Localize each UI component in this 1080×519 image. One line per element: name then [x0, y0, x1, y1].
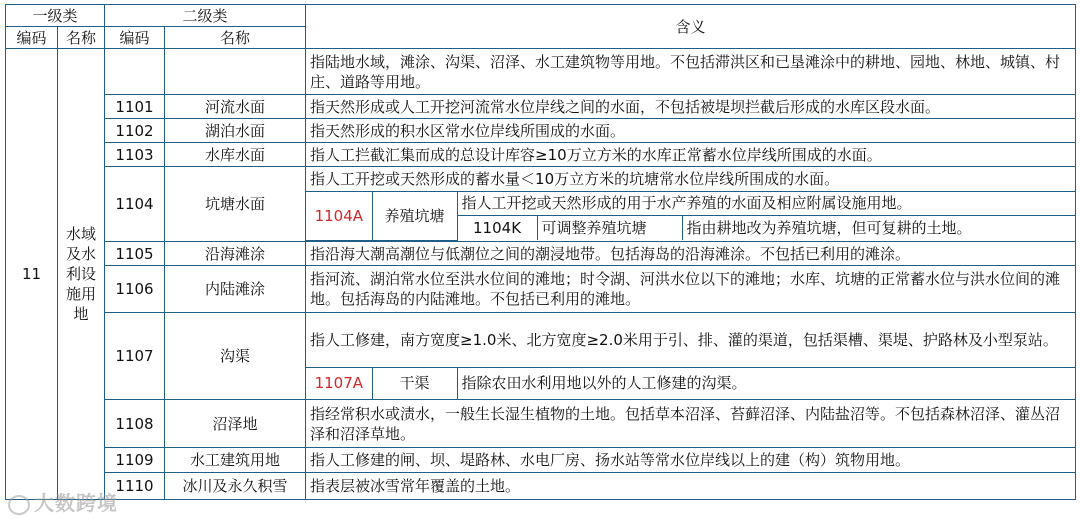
- header-name-2: 名称: [165, 27, 306, 49]
- header-code-1: 编码: [6, 27, 58, 49]
- category-code: 11: [6, 49, 58, 500]
- row-code: 1102: [105, 119, 165, 143]
- row-description: 指人工拦截汇集而成的总设计库容≥10万立方米的水库正常蓄水位岸线所围成的水面。: [306, 143, 1076, 167]
- row-name: 冰川及永久积雪: [165, 473, 306, 500]
- row-name: 水库水面: [165, 143, 306, 167]
- table-row: [6, 167, 1076, 242]
- row-name: 湖泊水面: [165, 119, 306, 143]
- row-description: 指人工修建，南方宽度≥1.0米、北方宽度≥2.0米用于引、排、灌的渠道，包括渠槽、渠堤、护路林及小型泵站。: [306, 313, 1075, 367]
- sub-name: 干渠: [372, 367, 457, 399]
- table-row: [6, 95, 1076, 119]
- row-description: 指沿海大潮高潮位与低潮位之间的潮浸地带。包括海岛的沿海滩涂。不包括已利用的滩涂。: [306, 242, 1076, 266]
- category-description: 指陆地水域，滩涂、沟渠、沼泽、水工建筑物等用地。不包括滞洪区和已垦滩涂中的耕地、园地、林地、城镇、村庄、道路等用地。: [306, 49, 1076, 95]
- empty-name-cell: [165, 49, 306, 95]
- row-description-nested: [306, 313, 1076, 400]
- row-code: 1108: [105, 400, 165, 448]
- header-meaning: 含义: [306, 5, 1076, 49]
- nested-table-1104: [306, 167, 1075, 241]
- empty-code-cell: [105, 49, 165, 95]
- land-classification-table: [5, 4, 1076, 500]
- row-code: 1106: [105, 266, 165, 313]
- subsub-name: 可调整养殖坑塘: [537, 215, 682, 240]
- header-name-1: 名称: [58, 27, 105, 49]
- sub-description: 指除农田水利用地以外的人工修建的沟渠。: [457, 367, 1075, 399]
- row-description: 指河流、湖泊常水位至洪水位间的滩地；时令湖、河洪水位以下的滩地；水库、坑塘的正常蓄水位与洪水位间的滩地。包括海岛的内陆滩地。不包括已利用的滩地。: [306, 266, 1076, 313]
- row-code: 1105: [105, 242, 165, 266]
- table-row: [6, 448, 1076, 473]
- watermark-logo-icon: [8, 495, 30, 515]
- row-name: 沼泽地: [165, 400, 306, 448]
- row-name: 河流水面: [165, 95, 306, 119]
- table-row: [6, 400, 1076, 448]
- row-description: 指经常积水或渍水，一般生长湿生植物的土地。包括草本沼泽、苔藓沼泽、内陆盐沼等。不包括森林沼泽、灌丛沼泽和沼泽草地。: [306, 400, 1076, 448]
- watermark: 大数跨境: [8, 487, 118, 516]
- row-description-nested: [306, 167, 1076, 242]
- header-level1: 一级类: [6, 5, 105, 27]
- row-code: 1110: [105, 473, 165, 500]
- table-row: [6, 143, 1076, 167]
- row-code: 1101: [105, 95, 165, 119]
- row-code: 1103: [105, 143, 165, 167]
- table-row: [6, 473, 1076, 500]
- sub-name: 养殖坑塘: [372, 191, 457, 240]
- subsub-code: 1104K: [457, 215, 537, 240]
- row-code: 1107: [105, 313, 165, 400]
- header-level2: 二级类: [105, 5, 306, 27]
- table-row: [6, 242, 1076, 266]
- row-name: 水工建筑用地: [165, 448, 306, 473]
- row-description: 指表层被冰雪常年覆盖的土地。: [306, 473, 1076, 500]
- header-code-2: 编码: [105, 27, 165, 49]
- row-description: 指人工开挖或天然形成的蓄水量＜10万立方米的坑塘常水位岸线所围成的水面。: [306, 167, 1075, 191]
- row-description: 指天然形成的积水区常水位岸线所围成的水面。: [306, 119, 1076, 143]
- subsub-description: 指由耕地改为养殖坑塘，但可复耕的土地。: [682, 215, 1075, 240]
- sub-description: 指人工开挖或天然形成的用于水产养殖的水面及相应附属设施用地。: [457, 191, 1075, 215]
- row-description: 指人工修建的闸、坝、堤路林、水电厂房、扬水站等常水位岸线以上的建（构）筑物用地。: [306, 448, 1076, 473]
- row-code: 1109: [105, 448, 165, 473]
- row-name: 沿海滩涂: [165, 242, 306, 266]
- sub-code: 1107A: [306, 367, 372, 399]
- row-description: 指天然形成或人工开挖河流常水位岸线之间的水面，不包括被堤坝拦截后形成的水库区段水面。: [306, 95, 1076, 119]
- table-row: [6, 266, 1076, 313]
- row-name: 沟渠: [165, 313, 306, 400]
- row-name: 坑塘水面: [165, 167, 306, 242]
- nested-table-1107: [306, 313, 1075, 399]
- table-row: [6, 119, 1076, 143]
- row-code: 1104: [105, 167, 165, 242]
- category-name: 水域及水利设施用地: [58, 49, 105, 500]
- sub-code: 1104A: [306, 191, 372, 240]
- row-name: 内陆滩涂: [165, 266, 306, 313]
- table-row: [6, 313, 1076, 400]
